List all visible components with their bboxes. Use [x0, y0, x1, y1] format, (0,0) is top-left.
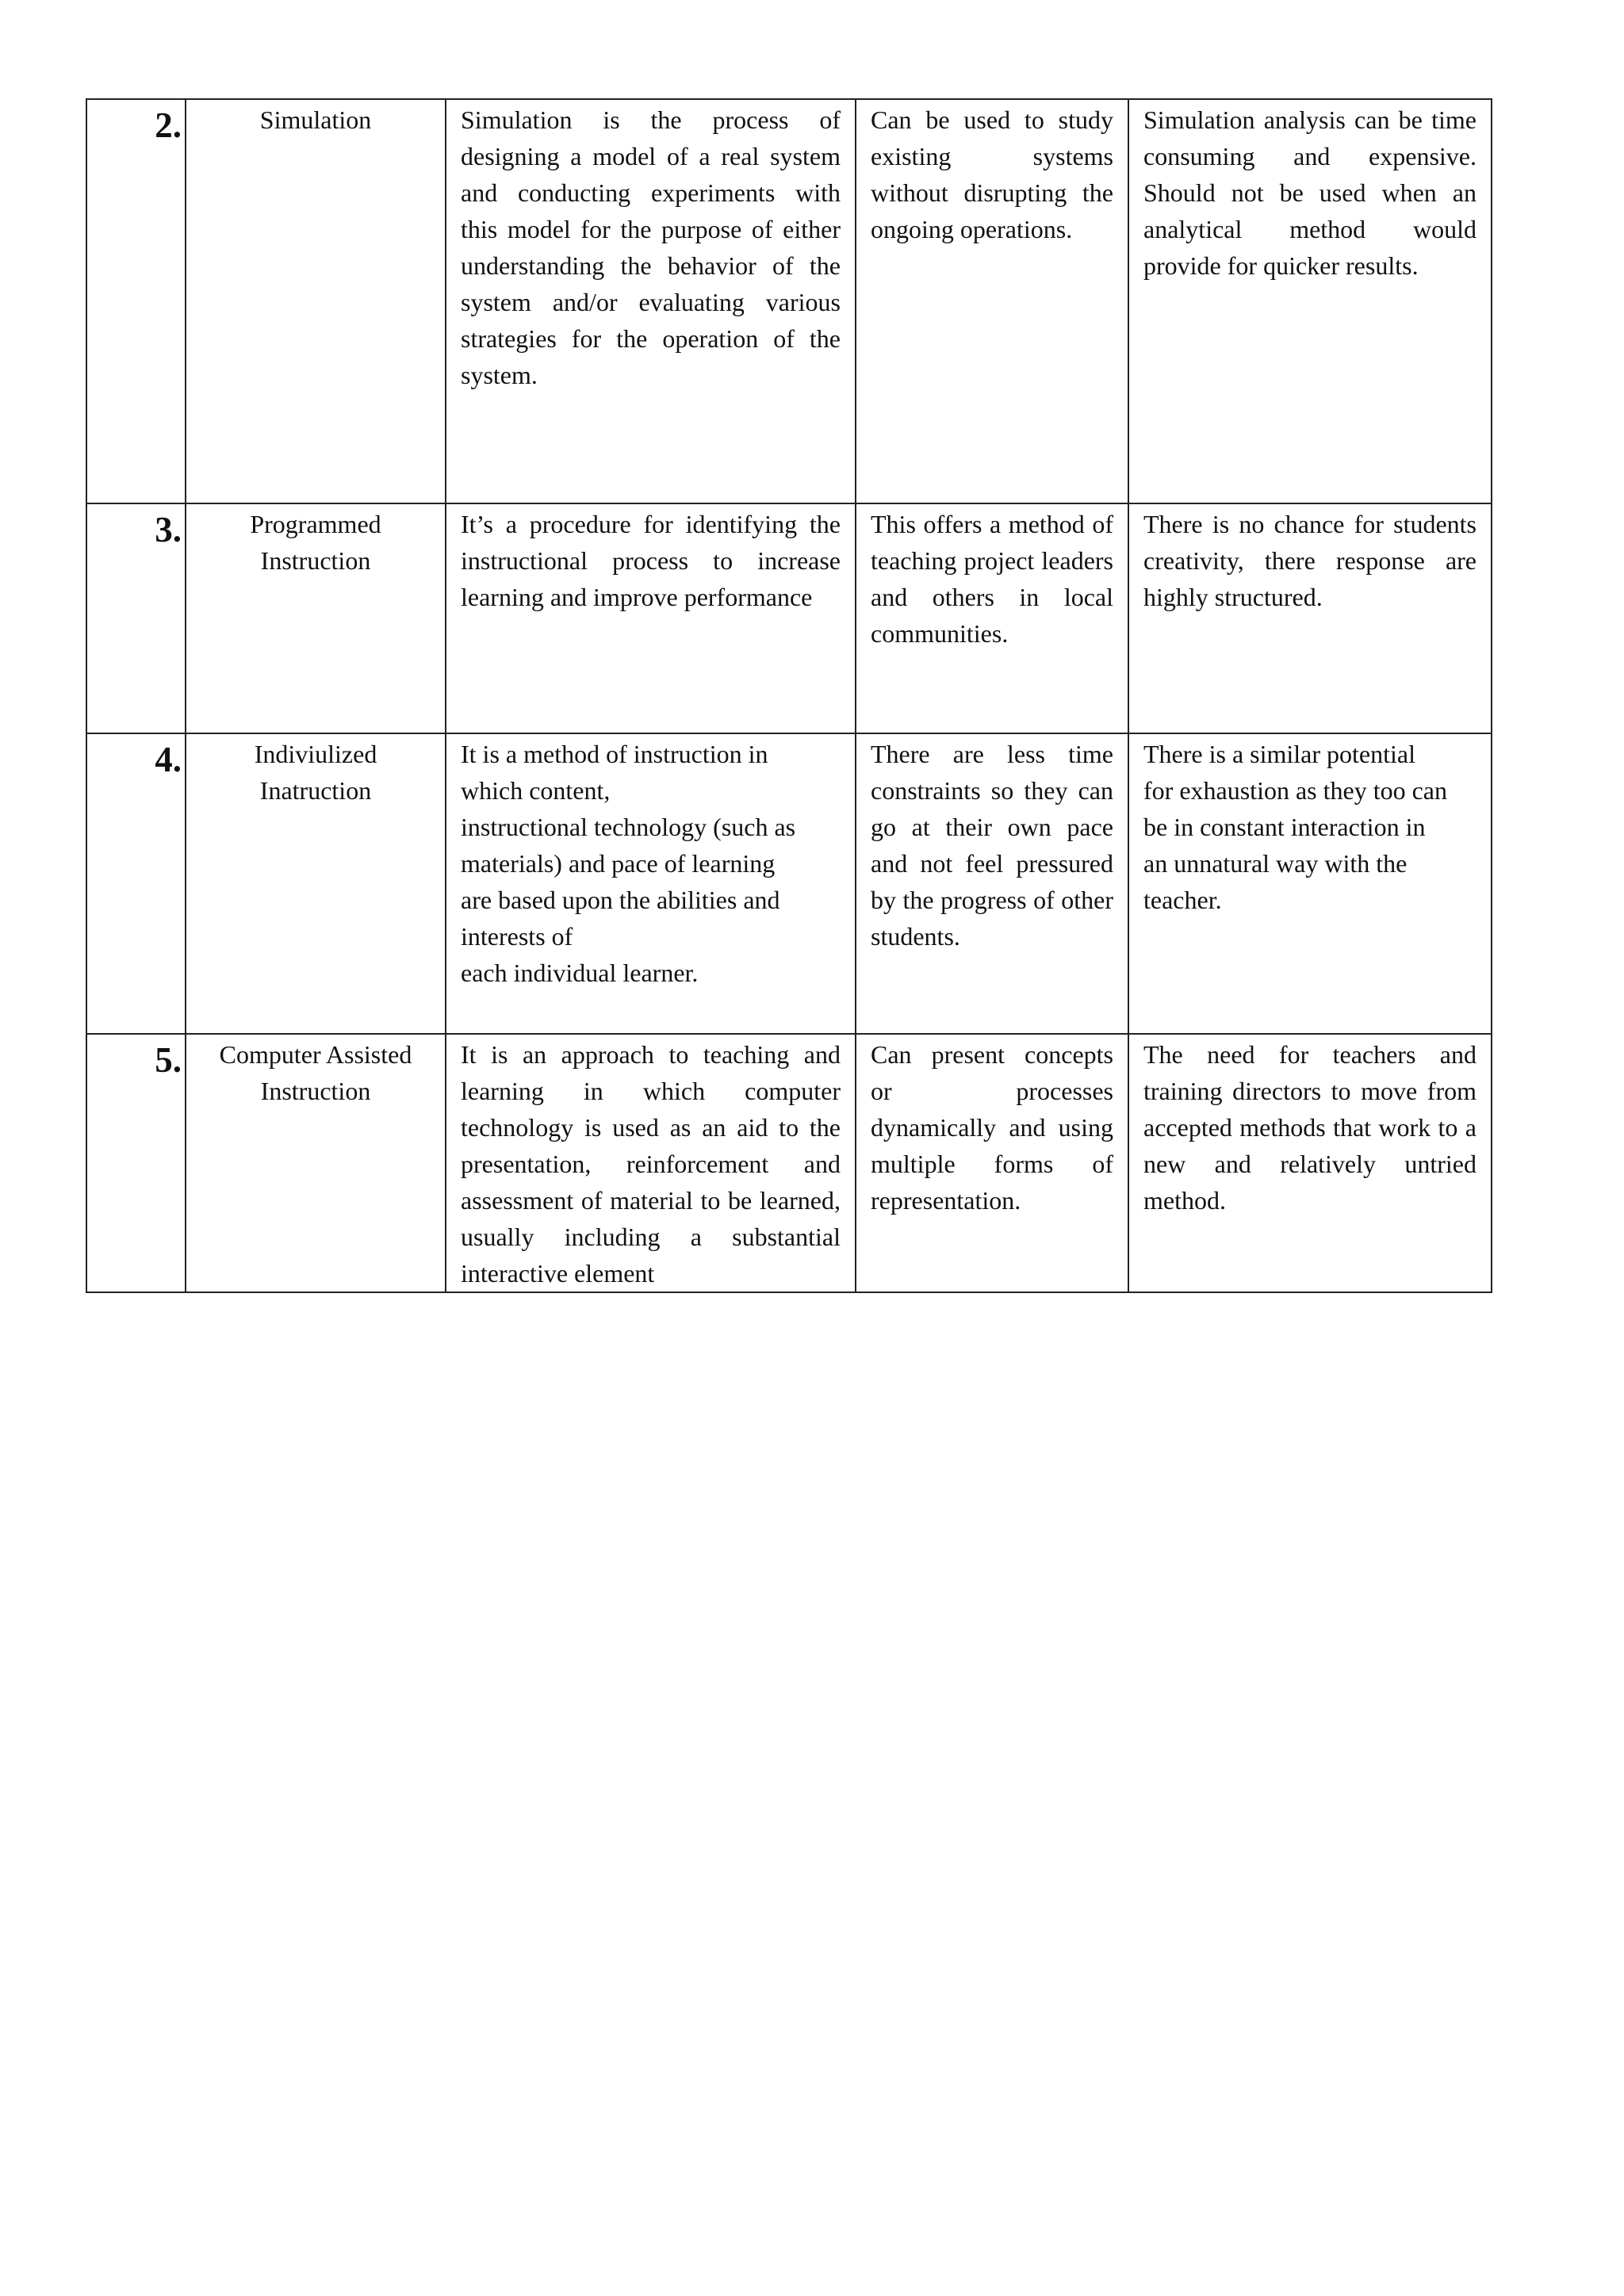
- disadvantage-cell: [1128, 99, 1492, 503]
- method-name-line: Computer Assisted: [219, 1040, 412, 1069]
- advantage-cell: [856, 503, 1128, 733]
- description-line: are based upon the abilities and: [461, 886, 780, 914]
- method-advantage: This offers a method of teaching project leaders and others in local communities.: [871, 510, 1113, 648]
- table-row: [86, 99, 1492, 503]
- description-line: materials) and pace of learning: [461, 849, 776, 878]
- method-name: Simulation: [259, 105, 372, 134]
- method-name-cell: [186, 733, 446, 1034]
- row-number: 2.: [155, 105, 182, 145]
- teaching-methods-table: [86, 98, 1492, 1293]
- method-name-line: Instruction: [260, 1077, 371, 1105]
- row-number: 3.: [155, 510, 182, 549]
- table-row: [86, 503, 1492, 733]
- disadvantage-cell: [1128, 733, 1492, 1034]
- description-cell: [446, 1034, 856, 1292]
- method-advantage: Can be used to study existing systems without disrupting the ongoing operations.: [871, 105, 1113, 243]
- method-name-line: Instruction: [260, 546, 371, 575]
- method-name: [186, 1035, 445, 1109]
- method-description: It is an approach to teaching and learning in which computer technology is used as an aid to the presentation, reinforcement and assessment of material to be learned, usually including a substantial interactive element: [461, 1040, 841, 1288]
- description-line: each individual learner.: [461, 959, 699, 987]
- disadvantage-line: be in constant interaction in: [1143, 813, 1426, 841]
- disadvantage-line: an unnatural way with the: [1143, 849, 1408, 878]
- disadvantage-cell: [1128, 503, 1492, 733]
- method-disadvantage: There is no chance for students creativity, there response are highly structured.: [1143, 510, 1477, 611]
- row-number: 5.: [155, 1040, 182, 1080]
- method-name-cell: [186, 1034, 446, 1292]
- method-description: [446, 734, 855, 991]
- method-advantage: Can present concepts or processes dynamically and using multiple forms of representation.: [871, 1040, 1113, 1215]
- disadvantage-line: There is a similar potential: [1143, 740, 1415, 768]
- method-name-line: Programmed: [250, 510, 381, 538]
- description-cell: [446, 99, 856, 503]
- table-row: [86, 1034, 1492, 1292]
- description-line: It is a method of instruction in: [461, 740, 768, 768]
- description-line: instructional technology (such as: [461, 813, 796, 841]
- disadvantage-line: teacher.: [1143, 886, 1222, 914]
- method-name-cell: [186, 503, 446, 733]
- method-disadvantage: [1129, 734, 1491, 918]
- row-number-cell: [86, 733, 186, 1034]
- method-name-cell: [186, 99, 446, 503]
- disadvantage-line: for exhaustion as they too can: [1143, 776, 1447, 805]
- method-name: [186, 504, 445, 579]
- method-description: Simulation is the process of designing a model of a real system and conducting experiments with this model for the purpose of either understanding the behavior of the system and/or evaluating various strategies for the operation of the system.: [461, 105, 841, 389]
- description-line: interests of: [461, 922, 573, 951]
- method-advantage: There are less time constraints so they can go at their own pace and not feel pressured by the progress of other students.: [871, 740, 1113, 951]
- row-number-cell: [86, 1034, 186, 1292]
- description-cell: [446, 503, 856, 733]
- method-name: [186, 734, 445, 809]
- advantage-cell: [856, 99, 1128, 503]
- advantage-cell: [856, 1034, 1128, 1292]
- description-cell: [446, 733, 856, 1034]
- method-name-line: Inatruction: [259, 776, 372, 805]
- method-name-line: Indiviulized: [254, 740, 377, 768]
- description-line: which content,: [461, 776, 611, 805]
- row-number-cell: [86, 503, 186, 733]
- disadvantage-cell: [1128, 1034, 1492, 1292]
- advantage-cell: [856, 733, 1128, 1034]
- method-disadvantage: Simulation analysis can be time consuming and expensive. Should not be used when an analytical method would provide for quicker results.: [1143, 105, 1477, 280]
- method-disadvantage: The need for teachers and training directors to move from accepted methods that work to a new and relatively untried method.: [1143, 1040, 1477, 1215]
- method-description: It’s a procedure for identifying the instructional process to increase learning and improve performance: [461, 510, 841, 611]
- table-row: [86, 733, 1492, 1034]
- row-number: 4.: [155, 740, 182, 779]
- row-number-cell: [86, 99, 186, 503]
